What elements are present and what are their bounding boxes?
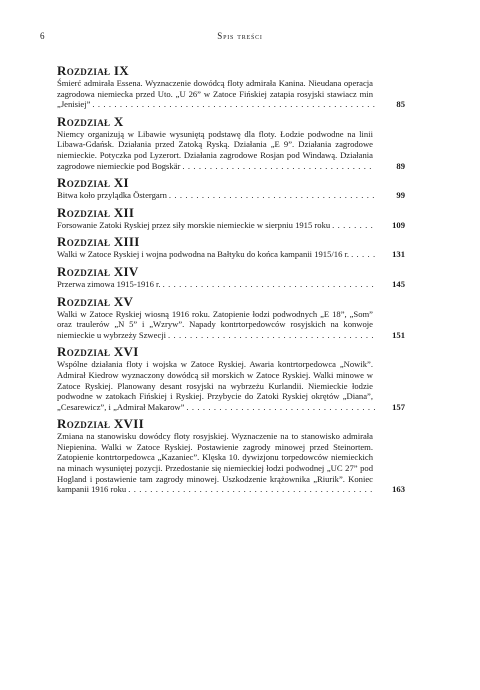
chapter-description: Walki w Zatoce Ryskiej i wojna podwodna na Bałtyku do końca kampanii 1915/16 r. . . . bbox=[57, 249, 375, 260]
toc-chapter-ix bbox=[57, 64, 405, 110]
chapter-description: Bitwa koło przylądka Östergarn . . . bbox=[57, 190, 375, 201]
toc-entry bbox=[57, 431, 405, 495]
chapter-description: Wspólne działania floty i wojska w Zatoce Ryskiej. Awaria kontrtorpedowca „Nowik”. Admirał Kiedrow wyznaczony dowódcą sił morskich w Zatoce Ryskiej. Walki minowe w Zatoce Ryskiej. Planowany desant rosyjski na wybrzeżu Kurlandii. Niemieckie łodzie podwodne w zatokach Fińskiej i Ryskiej. Przybycie do Zatoki Ryskiej okrętów „Diana”, „Cesarewicz”, i „Admirał Makarow” . . . bbox=[57, 359, 375, 412]
chapter-title: Rozdział XV bbox=[57, 293, 134, 309]
chapter-description: Przerwa zimowa 1915-1916 r. . . . bbox=[57, 279, 375, 290]
chapter-page: 151 bbox=[392, 329, 405, 340]
toc-chapter-xi bbox=[57, 176, 405, 201]
toc-entry bbox=[57, 78, 405, 110]
toc-entry bbox=[57, 129, 405, 171]
chapter-title: Rozdział XIII bbox=[57, 234, 140, 250]
chapter-page: 145 bbox=[392, 278, 405, 289]
chapter-title: Rozdział XVII bbox=[57, 416, 144, 432]
chapter-title: Rozdział IX bbox=[57, 63, 129, 78]
toc-chapter-xv bbox=[57, 295, 405, 341]
chapter-page: 163 bbox=[392, 484, 405, 495]
chapter-description: Walki w Zatoce Ryskiej wiosną 1916 roku. Zatopienie łodzi podwodnych „E 18”, „Som” oraz traulerów „N 5” i „Wzryw”. Napady kontrtorpedowców rosyjskich na konwoje niemieckie u wybrzeży Szwecji . . . bbox=[57, 309, 375, 341]
chapter-title: Rozdział XII bbox=[57, 204, 135, 220]
toc-entry bbox=[57, 220, 405, 231]
chapter-page: 85 bbox=[396, 99, 405, 110]
chapter-description: Zmiana na stanowisku dowódcy floty rosyjskiej. Wyznaczenie na to stanowisko admirała Niepienina. Walki w Zatoce Ryskiej. Postawienie zagrody minowej przed Steinortem. Zatopienie kontrtorpedowca „Kazaniec”. Klęska 10. dywizjonu torpedowców niemieckich na minach wysuniętej pozycji. Przedostanie się niemieckiej łodzi podwodnej „UC 27” pod Hogland i postawienie tam zagrody minowej. Uszkodzenie krążownika „Riurik”. Koniec kampanii 1916 roku . . . bbox=[57, 431, 375, 495]
toc-chapter-xii bbox=[57, 206, 405, 231]
chapter-description: Niemcy organizują w Libawie wysuniętą podstawę dla floty. Łodzie podwodne na linii Libawa-Gdańsk. Działania przed Zatoką Ryską. Działania „E 9”. Działania zagrodowe niemieckie. Potyczka pod Lyzerort. Działania zagrodowe Rosjan pod Windawą. Działania zagrodowe niemieckie pod Bogskär . . . bbox=[57, 129, 375, 171]
chapter-page: 89 bbox=[396, 160, 405, 171]
chapter-description: Śmierć admirała Essena. Wyznaczenie dowódcą floty admirała Kanina. Nieudana operacja zagrodowa niemiecka przed Uto. „U 26” w Zatoce Fińskiej zatapia rosyjski stawiacz min „Jenisiej” . . . bbox=[57, 78, 375, 110]
chapter-page: 109 bbox=[392, 219, 405, 230]
toc-chapter-xvii bbox=[57, 417, 405, 495]
toc-chapter-xvi bbox=[57, 345, 405, 412]
toc-entry bbox=[57, 359, 405, 412]
toc-chapter-x bbox=[57, 115, 405, 171]
chapter-page: 131 bbox=[392, 249, 405, 260]
toc-chapter-xiv bbox=[57, 265, 405, 290]
chapter-page: 99 bbox=[396, 190, 405, 201]
toc-chapter-xiii bbox=[57, 235, 405, 260]
chapter-title: Rozdział X bbox=[57, 113, 124, 129]
toc-entry bbox=[57, 279, 405, 290]
table-of-contents bbox=[57, 64, 405, 500]
chapter-title: Rozdział XI bbox=[57, 175, 129, 191]
chapter-title: Rozdział XIV bbox=[57, 263, 139, 279]
chapter-title: Rozdział XVI bbox=[57, 344, 139, 360]
toc-entry bbox=[57, 190, 405, 201]
chapter-description: Forsowanie Zatoki Ryskiej przez siły morskie niemieckie w sierpniu 1915 roku . . . bbox=[57, 220, 375, 231]
chapter-page: 157 bbox=[392, 401, 405, 412]
page-number: 6 bbox=[40, 31, 45, 41]
toc-entry bbox=[57, 249, 405, 260]
toc-entry bbox=[57, 309, 405, 341]
running-head: Spis treści bbox=[217, 31, 263, 41]
